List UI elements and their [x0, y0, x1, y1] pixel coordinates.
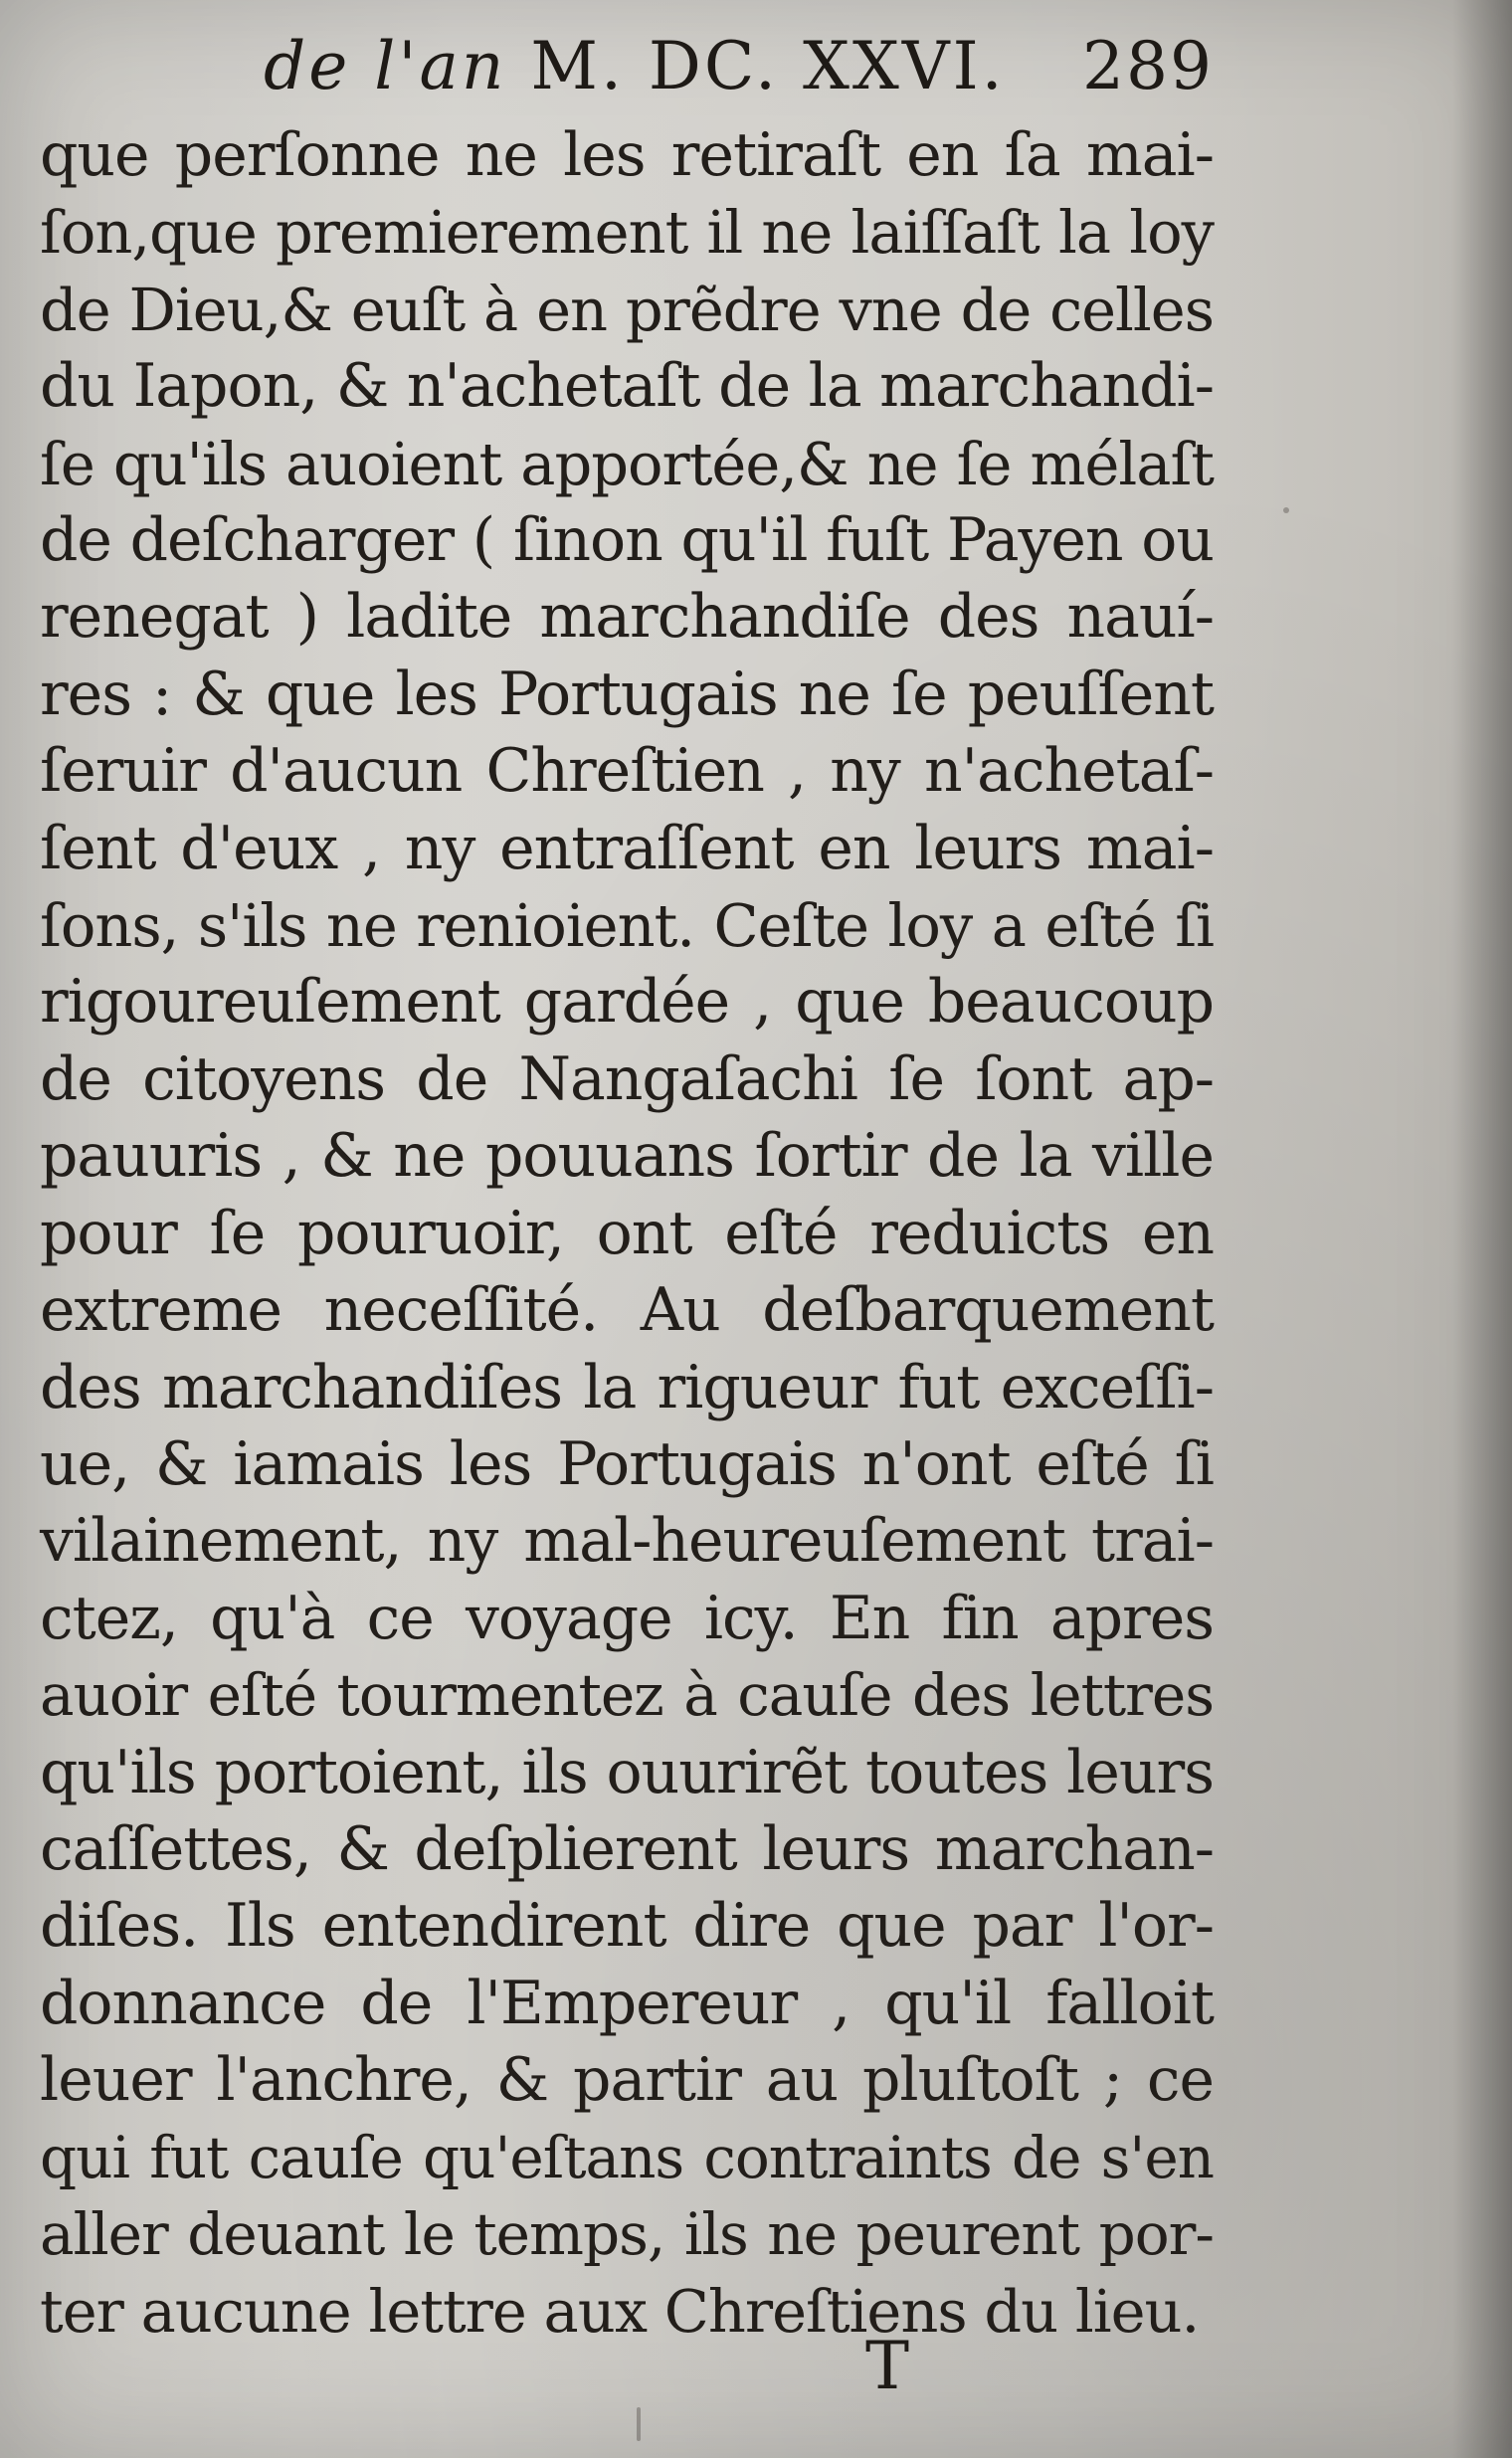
text-line: de deſcharger ( ſinon qu'il fuſt Payen ou [40, 505, 1214, 576]
page-gutter-shadow [1452, 0, 1512, 2458]
text-line: que perſonne ne les retiraſt en ſa mai- [40, 120, 1214, 190]
page-number: 289 [1082, 28, 1214, 104]
text-line: des marchandiſes la rigueur fut exceſſi- [40, 1352, 1214, 1422]
ink-smudge [637, 2407, 641, 2441]
ink-smudge [1283, 507, 1289, 513]
text-line: res : & que les Portugais ne ſe peuſſent [40, 659, 1214, 729]
signature-mark: T [865, 2328, 910, 2404]
text-line: aller deuant le temps, ils ne peurent por- [40, 2199, 1214, 2268]
text-line: ctez, qu'à ce voyage icy. En fin apres [40, 1583, 1214, 1653]
text-line: de citoyens de Nangaſachi ſe ſont ap- [40, 1043, 1214, 1114]
text-line: ue, & iamais les Portugais n'ont eſté ſi [40, 1428, 1214, 1499]
text-line: vilainement, ny mal-heureuſement trai- [40, 1506, 1214, 1577]
text-line: ſent d'eux , ny entraſſent en leurs mai- [40, 813, 1214, 883]
text-line: ſe qu'ils auoient apportée,& ne ſe mélaſt [40, 429, 1214, 498]
text-line: donnance de l'Empereur , qu'il falloit [40, 1968, 1214, 2038]
text-line: caſſettes, & deſplierent leurs marchan- [40, 1813, 1214, 1884]
text-line: pour ſe pouruoir, ont eſté reduicts en [40, 1198, 1214, 1268]
text-line: auoir eſté tourmentez à cauſe des lettres [40, 1661, 1214, 1730]
text-line: ter aucune lettre aux Chreſtiens du lieu. [40, 2277, 1200, 2347]
text-line: leuer l'anchre, & partir au pluſtoſt ; ce [40, 2045, 1214, 2116]
running-title-prefix: de l'an [264, 28, 507, 104]
body-text [40, 117, 1214, 2351]
text-line: rigoureuſement gardée , que beaucoup [40, 967, 1214, 1038]
text-line: renegat ) ladite marchandiſe des nauí- [40, 582, 1214, 653]
text-line: qu'ils portoient, ils ouurirẽt toutes leurs [40, 1737, 1214, 1807]
running-title [264, 28, 1006, 104]
text-line: ſon,que premierement il ne laiſſaſt la loy [40, 198, 1214, 268]
running-header [40, 28, 1214, 117]
text-line: diſes. Ils entendirent dire que par l'or- [40, 1891, 1214, 1962]
text-line: ſons, s'ils ne renioient. Ceſte loy a eſté ſi [40, 891, 1214, 961]
text-line: pauuris , & ne pouuans ſortir de la ville [40, 1121, 1214, 1192]
text-line: qui fut cauſe qu'eſtans contraints de s'en [40, 2123, 1214, 2191]
running-title-year: M. DC. XXVI. [530, 28, 1006, 104]
text-line: de Dieu,& euſt à en prẽdre vne de celles [40, 275, 1214, 344]
text-line: extreme neceſſité. Au deſbarquement [40, 1275, 1214, 1346]
text-line: ſeruir d'aucun Chreſtien , ny n'achetaſ- [40, 736, 1214, 807]
text-line: du Iapon, & n'achetaſt de la marchandi- [40, 351, 1214, 422]
